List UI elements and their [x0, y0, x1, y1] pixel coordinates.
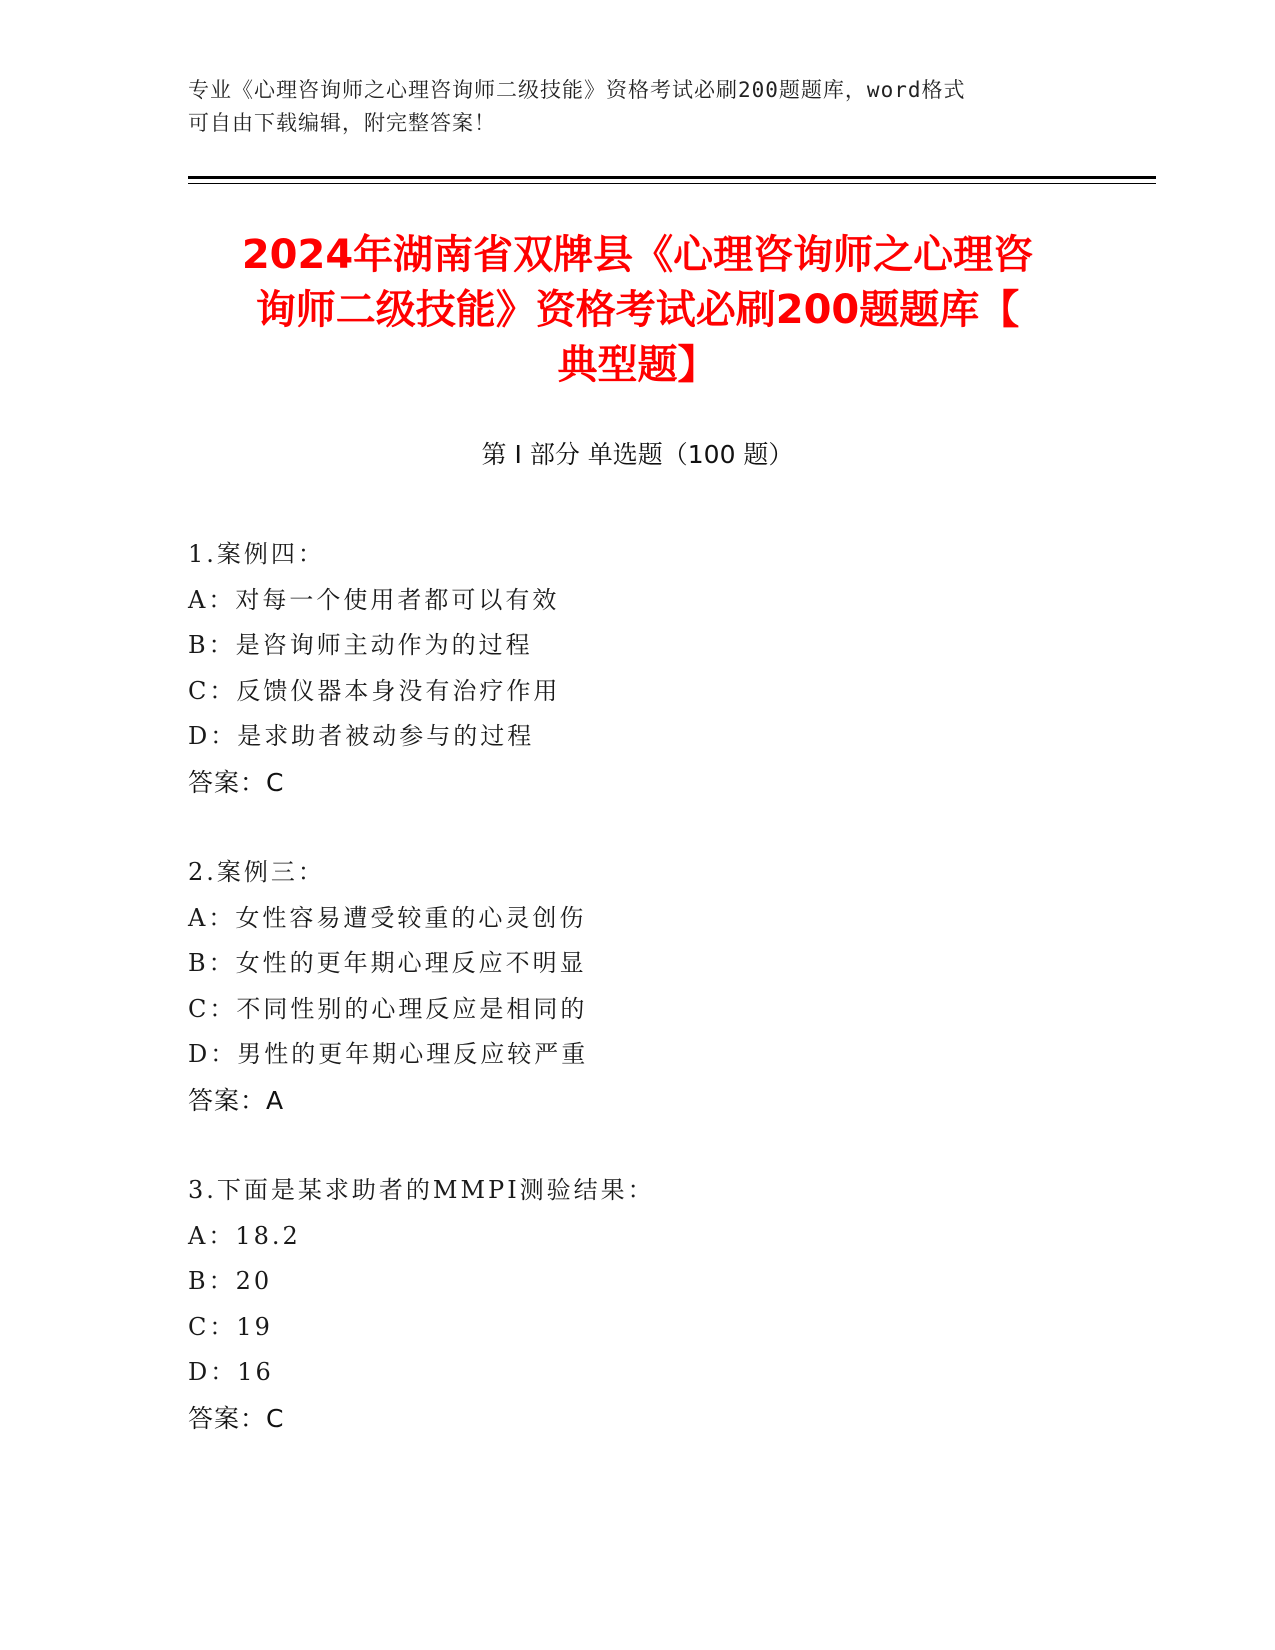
answer: 答案：C: [188, 1403, 285, 1433]
header-note-line-2: 可自由下载编辑，附完整答案！: [188, 111, 496, 135]
option-a: A：对每一个使用者都可以有效: [188, 585, 560, 614]
question-1: [188, 532, 1088, 805]
option-d: D：男性的更年期心理反应较严重: [188, 1040, 589, 1068]
document-title: [160, 228, 1115, 393]
question-stem: 3.下面是某求助者的MMPI测验结果：: [188, 1176, 655, 1204]
option-d: D：是求助者被动参与的过程: [188, 722, 535, 750]
option-a: A：18.2: [188, 1221, 301, 1250]
question-stem: 2.案例三：: [188, 858, 325, 886]
option-d: D：16: [188, 1358, 274, 1386]
option-a: A：女性容易遭受较重的心灵创伤: [188, 903, 587, 932]
option-b: B：20: [188, 1267, 273, 1295]
section-heading: 第 I 部分 单选题（100 题）: [481, 440, 794, 469]
answer: 答案：C: [188, 767, 285, 797]
question-list: [188, 532, 1088, 1486]
option-c: C：19: [188, 1312, 273, 1341]
header-divider-thick: [188, 176, 1156, 179]
answer: 答案：A: [188, 1085, 285, 1115]
option-c: C：不同性别的心理反应是相同的: [188, 994, 588, 1023]
document-title-line-3: 典型题】: [557, 342, 718, 388]
question-2: [188, 850, 1088, 1123]
question-stem: 1.案例四：: [188, 540, 325, 568]
option-c: C：反馈仪器本身没有治疗作用: [188, 676, 561, 705]
document-title-line-1: 2024年湖南省双牌县《心理咨询师之心理咨: [241, 232, 1034, 278]
option-b: B：女性的更年期心理反应不明显: [188, 949, 587, 977]
option-b: B：是咨询师主动作为的过程: [188, 631, 533, 659]
header-divider-thin: [188, 183, 1156, 184]
header-note-line-1: 专业《心理咨询师之心理咨询师二级技能》资格考试必刷200题题库，word格式: [188, 78, 966, 102]
question-3: [188, 1168, 1088, 1441]
header-note: [188, 74, 1088, 140]
document-title-line-2: 询师二级技能》资格考试必刷200题题库【: [255, 287, 1020, 333]
